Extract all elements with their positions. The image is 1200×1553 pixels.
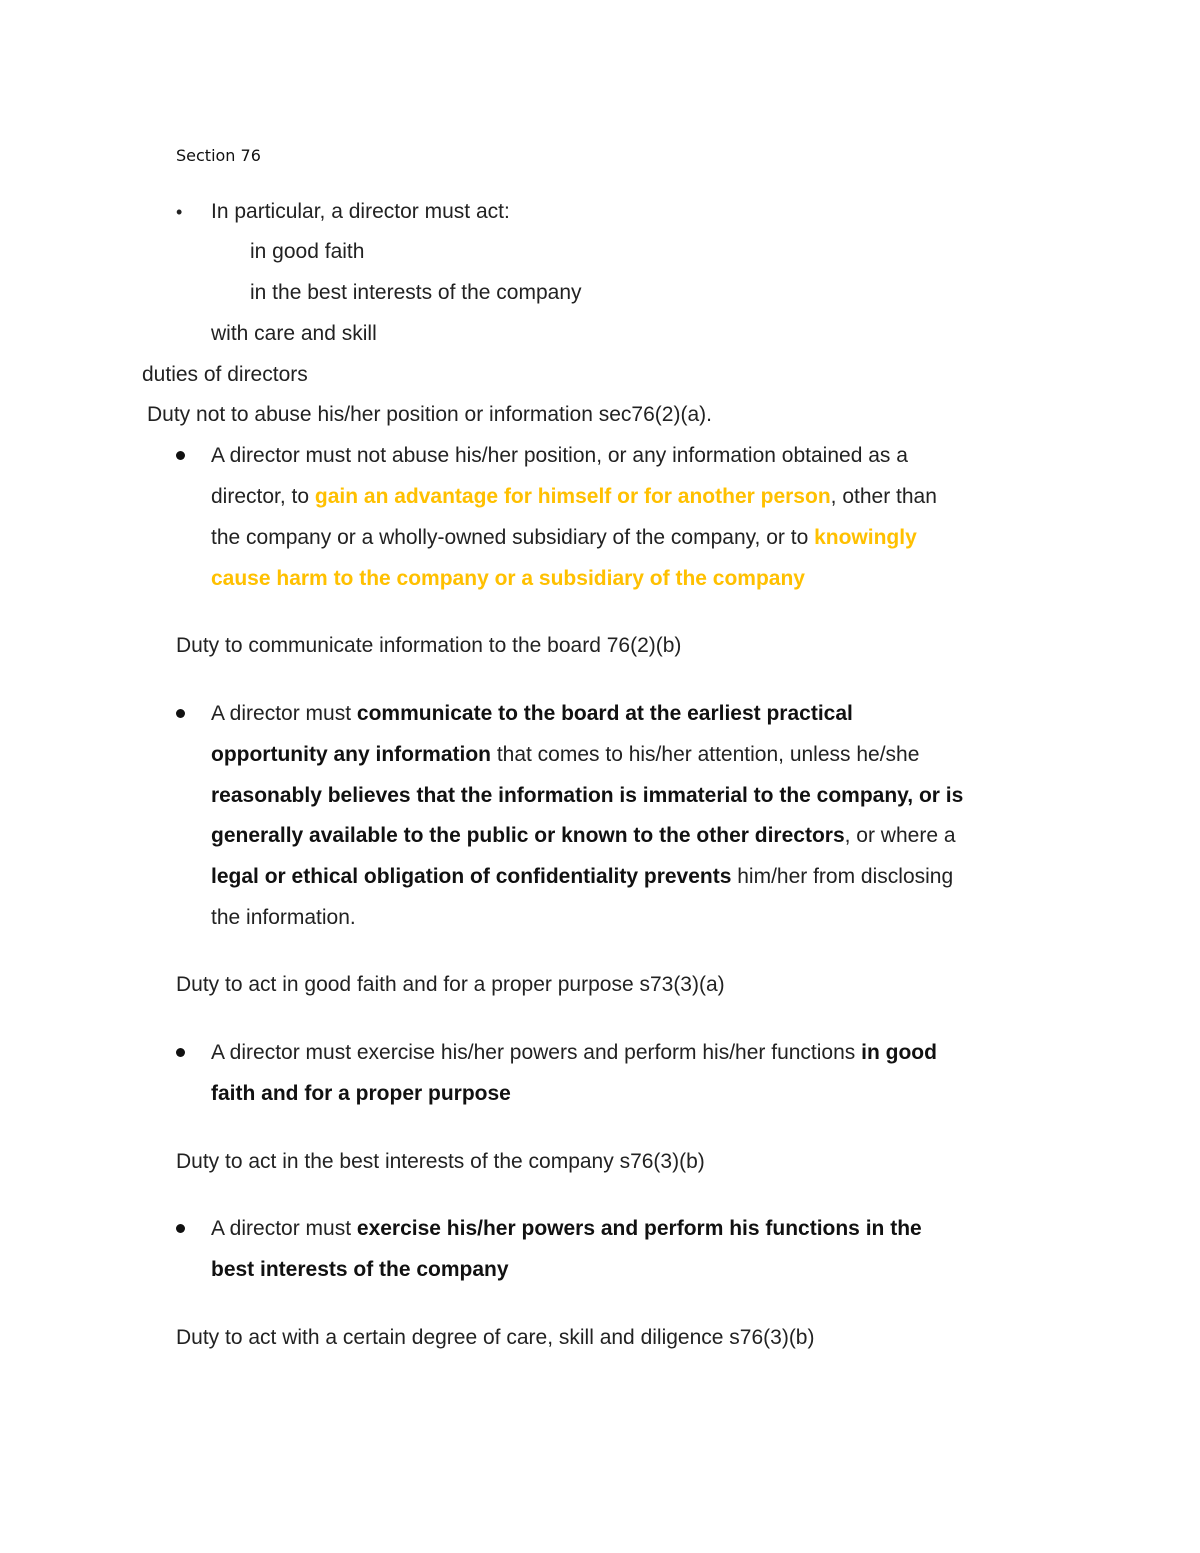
duty4-heading: Duty to act in the best interests of the company s76(3)(b): [176, 1150, 705, 1173]
duty2-line-6: the information.: [211, 906, 356, 929]
duty2-line-5: [211, 864, 953, 890]
duty3-line-1a: A director must exercise his/her powers and perform his/her functions: [211, 1041, 862, 1064]
duty3-heading: Duty to act in good faith and for a proper purpose s73(3)(a): [176, 973, 725, 996]
duty2-line-5b: him/her from disclosing: [731, 865, 954, 888]
section-title: Section 76: [176, 146, 261, 165]
intro-sub-item-1: in good faith: [250, 240, 365, 263]
intro-last-item: with care and skill: [211, 322, 377, 345]
duty2-bold-available: generally available to the public or known to the other directors: [211, 824, 845, 847]
duty4-bullet: [176, 1224, 185, 1233]
duty2-heading: Duty to communicate information to the board 76(2)(b): [176, 634, 682, 657]
duties-heading: duties of directors: [142, 363, 308, 386]
duty1-line-3: [211, 525, 917, 551]
duty2-bold-communicate: communicate to the board at the earliest practical: [356, 702, 853, 725]
duty2-line-2b: that comes to his/her attention, unless he/she: [490, 743, 920, 766]
duty2-bold-believes: reasonably believes that the information is immaterial to the company, or is: [211, 784, 964, 807]
duty3-line-1: [211, 1040, 937, 1066]
duty3-bold-good: in good: [861, 1041, 937, 1064]
duty2-line-4: [211, 823, 956, 849]
duty2-line-4b: , or where a: [844, 824, 956, 847]
duty1-line-2: [211, 484, 937, 510]
duty1-highlight-knowingly: knowingly: [814, 526, 917, 549]
duty1-line-2c: , other than: [830, 485, 937, 508]
duty1-line-2a: director, to: [211, 485, 315, 508]
duty1-heading: Duty not to abuse his/her position or information sec76(2)(a).: [147, 403, 712, 426]
intro-lead: In particular, a director must act:: [211, 200, 510, 223]
duty2-bold-opportunity: opportunity any information: [211, 743, 491, 766]
duty5-heading: Duty to act with a certain degree of care, skill and diligence s76(3)(b): [176, 1326, 815, 1349]
intro-sub-item-2: in the best interests of the company: [250, 281, 582, 304]
duty2-line-1: [211, 701, 853, 727]
duty4-line-1: [211, 1216, 922, 1242]
duty2-bullet: [176, 709, 185, 718]
duty4-bold-best-interests: best interests of the company: [211, 1258, 509, 1281]
intro-bullet: •: [176, 202, 183, 222]
duty2-line-2: [211, 742, 919, 768]
duty1-highlight-advantage: gain an advantage for himself or for another person: [314, 485, 831, 508]
duty3-bold-faith: faith and for a proper purpose: [211, 1082, 511, 1105]
duty3-bullet: [176, 1048, 185, 1057]
duty1-highlight-harm: cause harm to the company or a subsidiary of the company: [211, 567, 805, 590]
duty4-line-1a: A director must: [211, 1217, 357, 1240]
duty2-bold-obligation: legal or ethical obligation of confidentiality prevents: [211, 865, 732, 888]
duty4-bold-exercise: exercise his/her powers and perform his functions in the: [356, 1217, 922, 1240]
duty1-line-3a: the company or a wholly-owned subsidiary of the company, or to: [211, 526, 815, 549]
duty1-bullet: [176, 451, 185, 460]
duty1-line-1: A director must not abuse his/her position, or any information obtained as a: [211, 444, 908, 467]
duty2-line-1a: A director must: [211, 702, 357, 725]
